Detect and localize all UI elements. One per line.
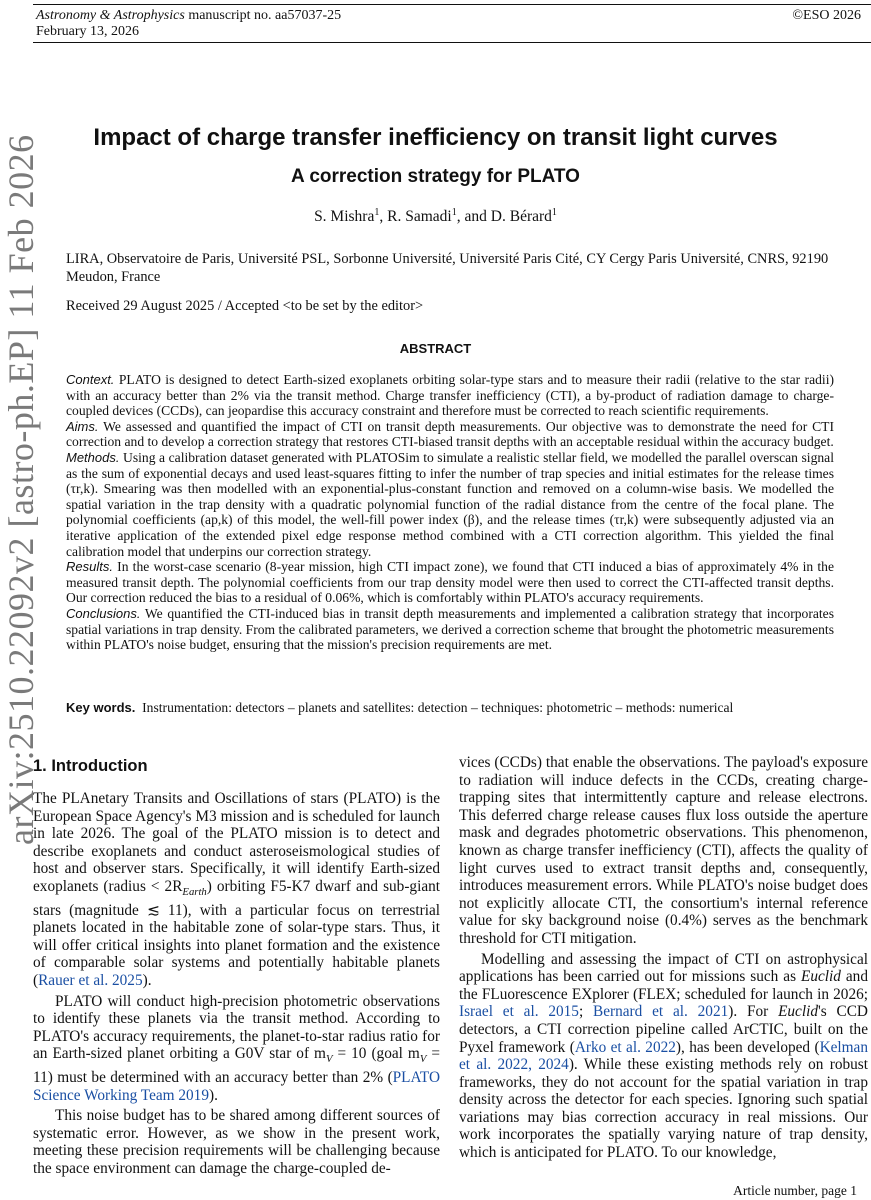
left-column <box>33 790 440 1178</box>
italic-euclid: Euclid <box>778 1003 818 1021</box>
paper-subtitle: A correction strategy for PLATO <box>291 166 580 187</box>
text-run: PLATO will conduct high-precision photometric observations to identify these planets via the transit method. According to PLATO's accuracy requirements, the planet-to-star radius ratio for an Earth-sized planet orbiting a G0V star of m <box>33 992 440 1063</box>
conclusions-label: Conclusions. <box>66 605 141 621</box>
received-date: Received 29 August 2025 / Accepted <to be set by the editor> <box>66 298 424 314</box>
keywords-text: Instrumentation: detectors – planets and satellites: detection – techniques: photometric – methods: numerical <box>142 700 734 715</box>
text-run: = 11) must be determined with an accuracy better than 2% ( <box>33 1045 440 1086</box>
affiliation-mark: 1 <box>374 207 380 218</box>
results-text: In the worst-case scenario (8-year mission, high CTI impact zone), we found that CTI induced a bias of approximately 4% in the measured transit depth. The polynomial coefficients from our trap density model were then used to correct the CTI-affected transit depths. Our correction reduced the bias to a residual of 0.06%, which is comfortably within PLATO's accuracy requirements. <box>66 559 835 606</box>
author-3: D. Bérard <box>490 208 552 226</box>
subscript-v: V <box>419 1053 427 1066</box>
citation-plato-swt-2019[interactable]: PLATO Science Working Team 2019 <box>33 1069 440 1104</box>
citation-israel-2015[interactable]: Israel et al. 2015 <box>459 1003 579 1021</box>
author-2: R. Samadi <box>387 208 452 226</box>
text-run: ). <box>208 1086 218 1104</box>
header-top-rule <box>33 4 871 5</box>
text-run: ). For <box>728 1003 779 1021</box>
page-footer: Article number, page 1 <box>733 1183 857 1198</box>
text-run: 's CCD detectors, a CTI correction pipeline called ArCTIC, built on the Pyxel framework ( <box>459 1003 868 1056</box>
author-separator: , and <box>456 208 491 226</box>
subscript-earth: Earth <box>182 886 207 899</box>
abstract-heading: ABSTRACT <box>399 341 472 356</box>
citation-bernard-2021[interactable]: Bernard et al. 2021 <box>593 1003 729 1021</box>
context-label: Context. <box>66 372 115 387</box>
paper-title: Impact of charge transfer inefficiency on transit light curves <box>93 124 778 151</box>
abstract-methods <box>66 450 834 559</box>
text-run: The PLAnetary Transits and Oscillations of stars (PLATO) is the European Space Agency's M3 mission and is scheduled for launch in late 2026. The goal of the PLATO mission is to detect and describe exoplanets and conduct asteroseismological studies of host and observer stars. Specifically, it will identify Earth-sized exoplanets (radius < 2R <box>33 790 440 895</box>
abstract-results <box>66 559 834 606</box>
methods-label: Methods. <box>66 449 120 465</box>
aims-text: We assessed and quantified the impact of CTI on transit depth measurements. Our objective was to demonstrate the need for CTI correction and to develop a correction strategy that restores CTI-biased transit depths with an acceptable residual within the accuracy budget. <box>66 418 835 450</box>
intro-paragraph-5 <box>459 951 868 1162</box>
author-list <box>0 207 871 226</box>
abstract-aims <box>66 419 834 450</box>
intro-paragraph-2 <box>33 993 440 1105</box>
section-heading-introduction: 1. Introduction <box>33 757 148 775</box>
affiliation-mark: 1 <box>551 207 557 218</box>
header-bottom-rule <box>33 42 871 43</box>
running-header <box>36 8 341 24</box>
affiliation-mark: 1 <box>451 207 457 218</box>
intro-paragraph-4: vices (CCDs) that enable the observations. The payload's exposure to radiation will induce defects in the CCDs, creating charge-trapping sites that intermittently capture and release electrons. This deferred charge release causes flux loss outside the aperture mask and degrades photometric observations. This phenomenon, known as charge transfer inefficiency (CTI), affects the quality of light curves used to extract transit depths and, consequently, introduces measurement errors. While PLATO's noise budget does not explicitly allocate CTI, the consortium's internal reference value for sky background noise (0.4%) serves as the benchmark threshold for CTI mitigation. <box>459 754 868 947</box>
author-1: S. Mishra <box>314 208 375 226</box>
subscript-v: V <box>325 1053 333 1066</box>
manuscript-number: manuscript no. aa57037-25 <box>188 8 342 23</box>
arxiv-sidebar-stamp: arXiv:2510.22092v2 [astro-ph.EP] 11 Feb 2026 <box>1 134 41 845</box>
text-run: and the FLuorescence EXplorer (FLEX; scheduled for launch in 2026; <box>459 968 868 1003</box>
affiliation: LIRA, Observatoire de Paris, Université PSL, Sorbonne Université, Université Paris Cité, CY Cergy Paris Université, CNRS, 92190 Meudon, France <box>66 251 829 285</box>
citation-kelman-2022-2024[interactable]: Kelman et al. 2022, 2024 <box>459 1038 868 1074</box>
text-run: ). While these existing methods rely on robust frameworks, they do not account for the spatial variation in trap density across the detector for each species. Ignoring such spatial variations may bias correction accuracy in real missions. Our work incorporates the spatially varying nature of trap density, which is anticipated for PLATO. To our knowledge, <box>459 1056 868 1162</box>
methods-text: Using a calibration dataset generated with PLATOSim to simulate a realistic stellar field, we modelled the parallel overscan signal as the sum of exponential decays and used least-squares fitting to infer the number of trap species and initial estimates for the release times (τr,k). Smearing was then modelled with an exponential-plus-constant function and removed on a column-wise basis. We modelled the spatial variation in the trap density with a quadratic polynomial function of the radial distance from the centre of the focal plane. The polynomial coefficients (ap,k) of this model, the well-fill power index (β), and the release times (τr,k) were subsequently adjusted via an iterative application of the extended pixel edge response method combined with a CTI correction algorithm. This yielded the final calibration model that underpins our correction strategy. <box>66 449 834 559</box>
header-copyright: ©ESO 2026 <box>792 8 861 23</box>
keywords-label: Key words. <box>66 700 136 715</box>
header-date: February 13, 2026 <box>36 24 140 39</box>
context-text: PLATO is designed to detect Earth-sized exoplanets orbiting solar-type stars and to measure their radii (relative to the star radii) with an accuracy better than 2% via the transit method. Charge transfer inefficiency (CTI), a by-product of radiation damage to charge-coupled devices (CCDs), can jeopardise this accuracy constraint and therefore must be corrected to reach scientific requirements. <box>66 372 834 419</box>
intro-paragraph-3: This noise budget has to be shared among different sources of systematic error. However, as we show in the present work, meeting these precision requirements will be challenging because the space environment can damage the charge-coupled de- <box>33 1107 440 1177</box>
citation-rauer-2025[interactable]: Rauer et al. 2025 <box>38 971 143 989</box>
abstract-context <box>66 372 834 419</box>
right-column <box>459 754 868 1162</box>
text-run: Modelling and assessing the impact of CTI on astrophysical applications has been carried out for missions such as <box>459 950 868 986</box>
citation-arko-2022[interactable]: Arko et al. 2022 <box>574 1038 676 1056</box>
keywords <box>66 700 846 716</box>
results-label: Results. <box>66 559 113 575</box>
text-run: = 10 (goal m <box>332 1045 420 1063</box>
text-run: ). <box>142 971 152 989</box>
abstract-body <box>66 372 834 653</box>
journal-name: Astronomy & Astrophysics <box>36 8 185 23</box>
abstract-conclusions <box>66 606 834 653</box>
aims-label: Aims. <box>66 418 99 434</box>
text-run: ; <box>578 1003 594 1021</box>
italic-euclid: Euclid <box>801 968 841 986</box>
author-separator: , <box>379 208 388 226</box>
intro-paragraph-1 <box>33 790 440 990</box>
conclusions-text: We quantified the CTI-induced bias in transit depth measurements and implemented a calibration strategy that incorporates spatial variations in trap density. From the calibrated parameters, we derived a correction scheme that brought the photometric measurements within PLATO's noise budget, ensuring that the mission's precision requirements are met. <box>66 605 834 653</box>
text-run: ) orbiting F5-K7 dwarf and sub-giant stars (magnitude ≲ 11), with a particular focus on terrestrial planets located in the habitable zone of solar-type stars. Thus, it will offer critical insights into planet formation and the existence of comparable solar systems and potentially habitable planets ( <box>33 877 441 989</box>
text-run: ), has been developed ( <box>675 1038 820 1056</box>
